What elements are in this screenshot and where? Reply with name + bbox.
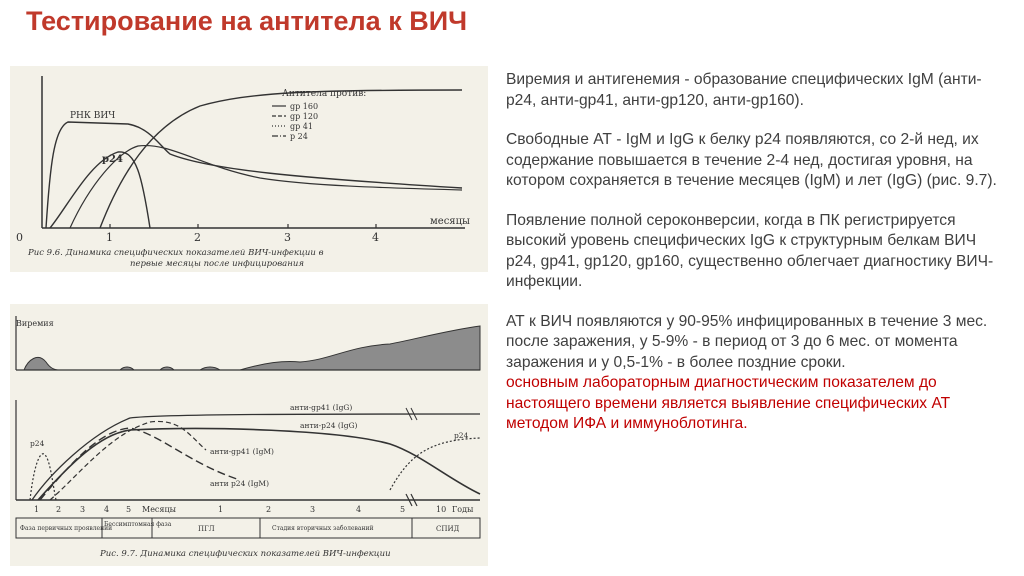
fig2-label-anti-p24-igm: анти p24 (IgM) <box>210 479 270 488</box>
fig2-label-anti-p24-igg: анти-p24 (IgG) <box>300 421 358 430</box>
paragraph-viremia: Виремия и антигенемия - образование специфических IgM (анти-р24, анти-gp41, анти-gp120, анти-gp160). <box>506 71 982 109</box>
figure1-plot <box>10 66 488 272</box>
fig1-tick-4: 4 <box>372 231 379 244</box>
figure-antibody-dynamics-course <box>10 304 488 566</box>
fig1-curve-gp120 <box>70 146 462 228</box>
fig2-month-5: 5 <box>400 505 406 514</box>
figure-antibody-dynamics-early <box>10 66 488 272</box>
fig2-phase-aids: СПИД <box>436 525 460 533</box>
fig2-week-5: 5 <box>126 505 132 514</box>
fig2-month-2: 2 <box>266 505 272 514</box>
fig2-phase-pgl: ПГЛ <box>198 525 215 533</box>
fig2-label-p24-right: p24 <box>454 431 469 440</box>
fig2-phase-asymptomatic: Бессимптомная фаза <box>104 521 172 528</box>
fig1-legend-gp120: gp 120 <box>290 112 319 121</box>
fig1-legend-gp160: gp 160 <box>290 102 319 111</box>
fig1-caption-line2: первые месяцы после инфицирования <box>130 259 304 269</box>
fig2-label-p24-left: p24 <box>30 439 45 448</box>
fig1-tick-3: 3 <box>284 231 291 244</box>
paragraph-key-indicator: основным лабораторным диагностическим показателем до настоящего времени является выявление специфических АТ методом ИФА и иммуноблотинга. <box>506 374 951 432</box>
fig1-tick-1: 1 <box>106 231 113 244</box>
fig1-curve-rna <box>46 122 462 228</box>
fig2-label-anti-gp41-igg: анти-gp41 (IgG) <box>290 403 353 412</box>
fig1-legend-title: Антитела против: <box>282 89 367 99</box>
fig2-phase-primary: Фаза первичных проявлений <box>20 525 113 532</box>
fig1-curve-gp160 <box>100 90 462 228</box>
fig2-years-label: Годы <box>452 505 474 514</box>
fig2-month-3: 3 <box>310 505 316 514</box>
fig2-curve-anti-p24-igm <box>40 428 240 500</box>
fig2-curve-anti-gp41-igm <box>50 421 206 500</box>
paragraph-free-antibodies: Свободные АТ - IgM и IgG к белку р24 появляются, со 2-й нед, их содержание повышается в течение 2-4 нед, достигая уровня, на котором сохраняется в течение месяцев (IgM) и лет (IgG) (рис. 9.7). <box>506 131 997 189</box>
fig1-legend-p24: p 24 <box>290 132 308 141</box>
fig1-caption-line1: Рис 9.6. Динамика специфических показателей ВИЧ-инфекции в <box>28 248 324 258</box>
fig2-week-3: 3 <box>80 505 86 514</box>
text-column <box>506 70 1006 454</box>
fig1-curve-p24 <box>50 152 150 228</box>
fig1-tick-2: 2 <box>194 231 201 244</box>
fig2-week-2: 2 <box>56 505 62 514</box>
paragraph-appearance <box>506 312 1006 435</box>
fig2-week-4: 4 <box>104 505 110 514</box>
fig2-caption: Рис. 9.7. Динамика специфических показателей ВИЧ-инфекции <box>100 549 391 559</box>
fig2-phase-secondary: Стадия вторичных заболеваний <box>272 525 374 532</box>
paragraph-appearance-text: АТ к ВИЧ появляются у 90-95% инфицированных в течение 3 мес. после заражения, у 5-9% - в период от 3 до 6 мес. от момента заражения и у 0,5-1% - в более поздние сроки. <box>506 312 988 371</box>
fig2-month-1: 1 <box>218 505 224 514</box>
fig1-x-unit: месяцы <box>430 216 470 227</box>
fig2-month-4: 4 <box>356 505 362 514</box>
slide-title: Тестирование на антитела к ВИЧ <box>26 6 468 36</box>
fig2-curve-p24-right <box>390 438 480 490</box>
fig2-curve-p24-left <box>30 454 56 500</box>
figure2-plot <box>10 304 488 566</box>
fig2-viremia-label: Виремия <box>16 319 54 328</box>
fig2-months-label: Месяцы <box>142 505 176 514</box>
fig2-year-10: 10 <box>436 505 447 514</box>
fig1-tick-0: 0 <box>16 231 23 244</box>
fig2-curve-anti-p24-igg <box>38 429 480 500</box>
fig2-label-anti-gp41-igm: анти-gp41 (IgM) <box>210 447 274 456</box>
fig2-week-1: 1 <box>34 505 40 514</box>
paragraph-seroconversion: Появление полной сероконверсии, когда в ПК регистрируется высокий уровень специфических IgG к структурным белкам ВИЧ р24, gp41, gp120, gp160, существенно облегчает диагностику ВИЧ-инфекции. <box>506 211 994 290</box>
fig1-legend-gp41: gp 41 <box>290 122 313 131</box>
fig1-label-p24: p24 <box>102 154 123 165</box>
fig2-viremia-area <box>16 326 480 370</box>
fig1-label-rna: РНК ВИЧ <box>70 111 116 121</box>
